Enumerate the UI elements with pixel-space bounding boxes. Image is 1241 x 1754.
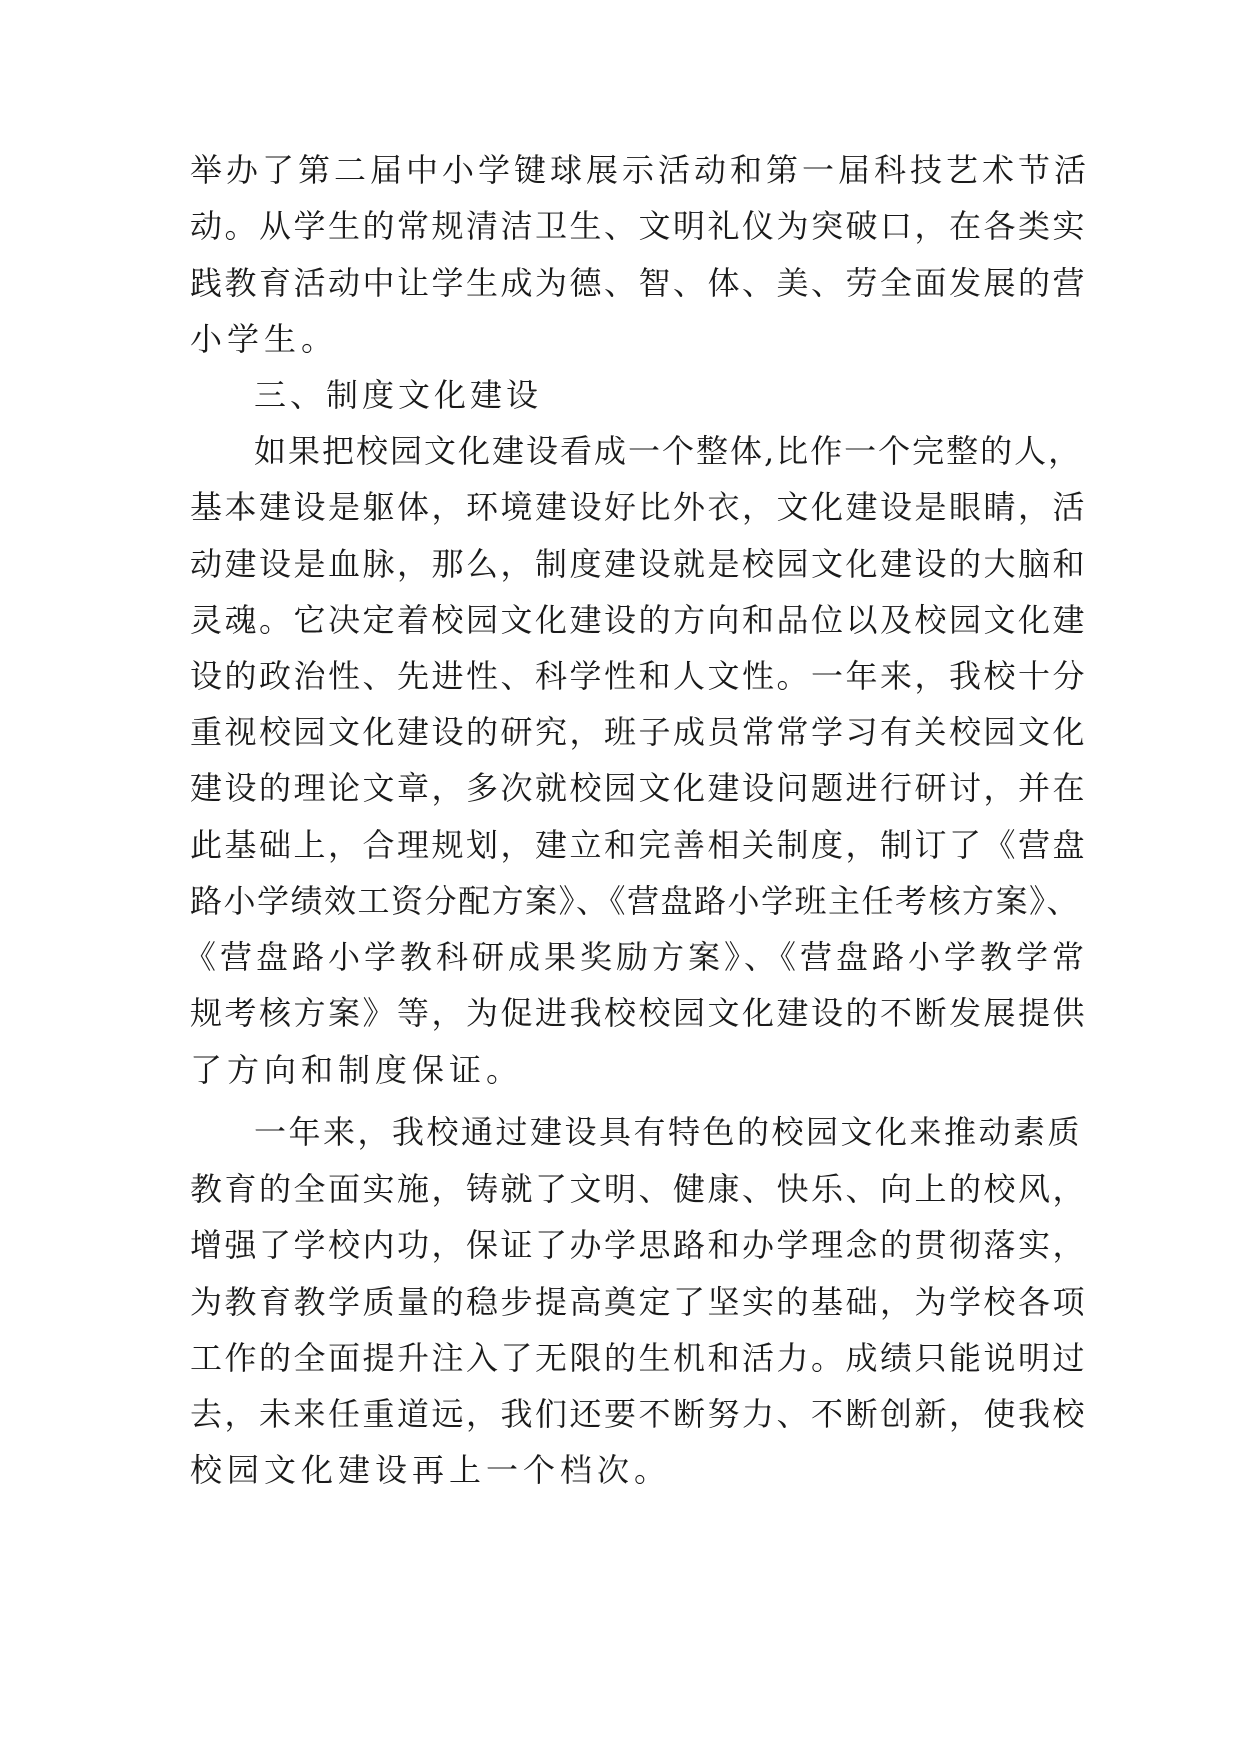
section-heading: 三、制度文化建设 <box>254 376 543 414</box>
paragraph-line: 规考核方案》等，为促进我校校园文化建设的不断发展提供 <box>190 994 1088 1032</box>
paragraph-line: 基本建设是躯体，环境建设好比外衣，文化建设是眼睛，活 <box>190 488 1088 526</box>
paragraph-line: 校园文化建设再上一个档次。 <box>190 1451 672 1489</box>
paragraph-line: 《营盘路小学教科研成果奖励方案》、《营盘路小学教学常 <box>184 938 1089 976</box>
paragraph-line: 举办了第二届中小学键球展示活动和第一届科技艺术节活 <box>190 151 1091 189</box>
paragraph-line: 为教育教学质量的稳步提高奠定了坚实的基础，为学校各项 <box>190 1283 1088 1321</box>
paragraph-line: 一年来，我校通过建设具有特色的校园文化来推动素质 <box>254 1113 1083 1151</box>
paragraph-line: 路小学绩效工资分配方案》、《营盘路小学班主任考核方案》、 <box>190 882 1081 920</box>
paragraph-line: 如果把校园文化建设看成一个整体,比作一个完整的人， <box>254 432 1083 470</box>
paragraph-line: 动建设是血脉，那么，制度建设就是校园文化建设的大脑和 <box>190 545 1088 583</box>
paragraph-line: 教育的全面实施，铸就了文明、健康、快乐、向上的校风， <box>190 1170 1088 1208</box>
paragraph-line: 增强了学校内功，保证了办学思路和办学理念的贯彻落实， <box>190 1226 1088 1264</box>
paragraph-line: 践教育活动中让学生成为德、智、体、美、劳全面发展的营 <box>190 264 1088 302</box>
paragraph-line: 了方向和制度保证。 <box>190 1051 524 1089</box>
paragraph-line: 去，未来任重道远，我们还要不断努力、不断创新，使我校 <box>190 1395 1088 1433</box>
paragraph-line: 工作的全面提升注入了无限的生机和活力。成绩只能说明过 <box>190 1339 1088 1377</box>
paragraph-line: 灵魂。它决定着校园文化建设的方向和品位以及校园文化建 <box>190 601 1088 639</box>
paragraph-line: 重视校园文化建设的研究，班子成员常常学习有关校园文化 <box>190 713 1088 751</box>
paragraph-line: 建设的理论文章，多次就校园文化建设问题进行研讨，并在 <box>190 769 1088 807</box>
paragraph-line: 此基础上，合理规划，建立和完善相关制度，制订了《营盘 <box>190 826 1088 864</box>
paragraph-line: 设的政治性、先进性、科学性和人文性。一年来，我校十分 <box>190 657 1088 695</box>
paragraph-line: 动。从学生的常规清洁卫生、文明礼仪为突破口，在各类实 <box>190 207 1088 245</box>
paragraph-line: 小学生。 <box>190 320 339 358</box>
